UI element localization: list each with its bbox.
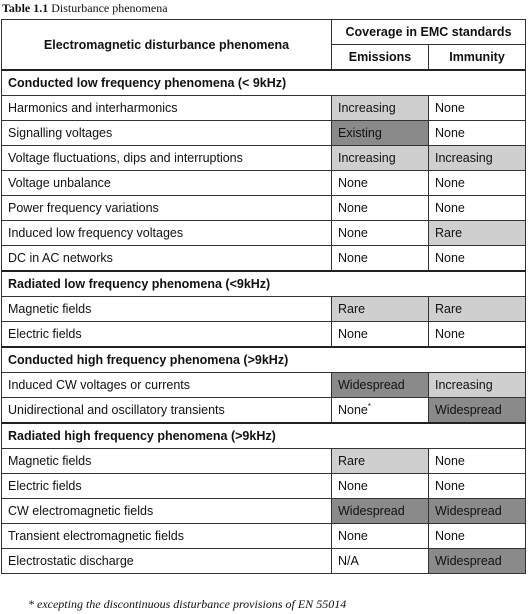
phenomenon-name: Unidirectional and oscillatory transients [2,398,332,424]
immunity-cell [429,373,526,398]
immunity-value: Rare [435,302,463,316]
footnote: * excepting the discontinuous disturbance provisions of EN 55014 [28,597,347,611]
phenomenon-name: Electric fields [2,474,332,499]
disturbance-table [1,19,526,574]
emissions-value: Widespread [338,504,405,518]
immunity-cell [429,221,526,246]
immunity-value: None [435,327,465,341]
emissions-cell [332,171,429,196]
immunity-cell [429,449,526,474]
phenomenon-name: Electrostatic discharge [2,549,332,574]
emissions-cell [332,549,429,574]
immunity-cell [429,121,526,146]
phenomenon-name: Voltage fluctuations, dips and interruptions [2,146,332,171]
table-row [2,221,526,246]
table-caption [2,1,168,16]
section-title: Radiated high frequency phenomena (>9kHz) [2,423,526,449]
phenomenon-name: Voltage unbalance [2,171,332,196]
immunity-cell [429,196,526,221]
emissions-cell [332,196,429,221]
table-row [2,549,526,574]
table-row [2,171,526,196]
phenomenon-name: Induced low frequency voltages [2,221,332,246]
phenomenon-name: Harmonics and interharmonics [2,96,332,121]
immunity-cell [429,322,526,348]
table-row [2,297,526,322]
table-number: Table 1.1 [2,1,49,15]
phenomenon-name: CW electromagnetic fields [2,499,332,524]
emissions-value: Increasing [338,151,396,165]
emissions-value: Widespread [338,378,405,392]
emissions-value: None [338,251,368,265]
emissions-value: N/A [338,554,359,568]
section-title: Conducted low frequency phenomena (< 9kHz) [2,70,526,96]
emissions-cell [332,96,429,121]
emissions-cell [332,221,429,246]
table-row [2,449,526,474]
emissions-value: None [338,327,368,341]
phenomenon-name: DC in AC networks [2,246,332,272]
phenomenon-name: Magnetic fields [2,297,332,322]
immunity-cell [429,524,526,549]
immunity-value: Increasing [435,378,493,392]
phenomenon-name: Power frequency variations [2,196,332,221]
section-title: Radiated low frequency phenomena (<9kHz) [2,271,526,297]
emissions-value: None [338,201,368,215]
emissions-header: Emissions [332,45,429,71]
section-row [2,271,526,297]
emissions-value: Rare [338,302,366,316]
phenomenon-name: Magnetic fields [2,449,332,474]
immunity-cell [429,398,526,424]
emissions-cell [332,297,429,322]
immunity-cell [429,499,526,524]
immunity-cell [429,246,526,272]
phenomenon-name: Signalling voltages [2,121,332,146]
immunity-cell [429,96,526,121]
immunity-cell [429,297,526,322]
table-row [2,121,526,146]
immunity-value: None [435,529,465,543]
emissions-cell [332,499,429,524]
emissions-cell [332,121,429,146]
immunity-value: None [435,479,465,493]
table-row [2,96,526,121]
immunity-value: None [435,101,465,115]
emissions-cell [332,322,429,348]
immunity-value: None [435,201,465,215]
phenomenon-name: Transient electromagnetic fields [2,524,332,549]
immunity-value: None [435,251,465,265]
emissions-cell [332,146,429,171]
emissions-value: Existing [338,126,382,140]
immunity-value: Widespread [435,403,502,417]
table-row [2,146,526,171]
emissions-cell [332,449,429,474]
emissions-value: Rare [338,454,366,468]
emissions-value: None [338,479,368,493]
section-row [2,423,526,449]
section-title: Conducted high frequency phenomena (>9kHz) [2,347,526,373]
phenomenon-name: Induced CW voltages or currents [2,373,332,398]
emissions-value: None [338,529,368,543]
table-row [2,373,526,398]
immunity-cell [429,549,526,574]
immunity-value: Widespread [435,504,502,518]
phenomenon-name: Electric fields [2,322,332,348]
coverage-header: Coverage in EMC standards [332,20,526,45]
table-row [2,474,526,499]
section-row [2,70,526,96]
table-title: Disturbance phenomena [51,1,168,15]
immunity-value: None [435,176,465,190]
table-row [2,398,526,424]
table-row [2,322,526,348]
table-row [2,524,526,549]
immunity-value: Rare [435,226,463,240]
immunity-value: Increasing [435,151,493,165]
emissions-value: None [338,176,368,190]
table-row [2,196,526,221]
immunity-value: None [435,454,465,468]
immunity-value: Widespread [435,554,502,568]
emissions-cell [332,246,429,272]
footnote-mark: * [367,402,372,412]
immunity-value: None [435,126,465,140]
phenomenon-header: Electromagnetic disturbance phenomena [2,20,332,71]
table-row [2,246,526,272]
section-row [2,347,526,373]
emissions-value: None [338,226,368,240]
emissions-cell [332,373,429,398]
immunity-cell [429,146,526,171]
immunity-cell [429,171,526,196]
emissions-value: Increasing [338,101,396,115]
table-row [2,499,526,524]
immunity-cell [429,474,526,499]
table-body [2,70,526,574]
emissions-cell [332,474,429,499]
immunity-header: Immunity [429,45,526,71]
emissions-cell [332,398,429,424]
emissions-cell [332,524,429,549]
emissions-value: None [338,403,368,418]
